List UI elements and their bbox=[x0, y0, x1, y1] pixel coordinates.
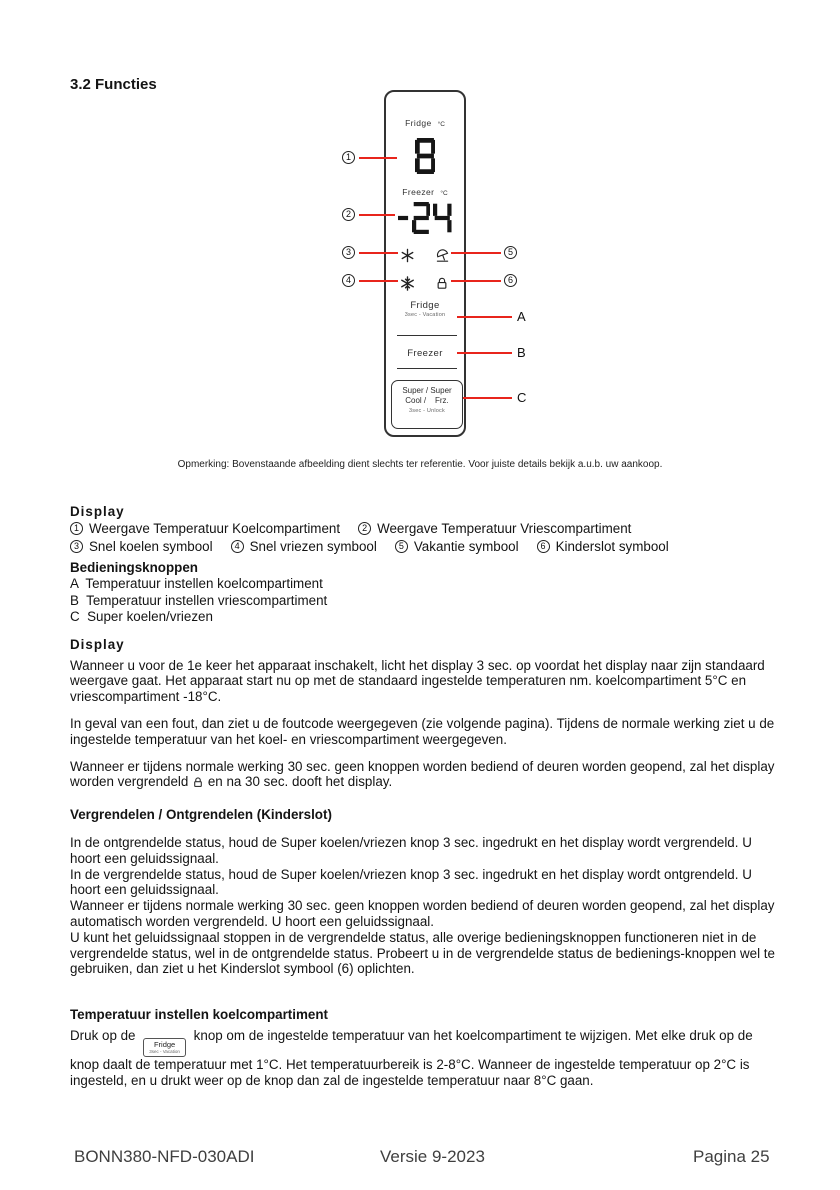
display-paragraph-1: Wanneer u voor de 1e keer het apparaat inschakelt, licht het display 3 sec. op voordat het display naar zijn standaard weergave gaat. Het apparaat start nu op met de standaard ingestelde temperaturen nm. koelcompartiment 5°C en vriescompartiment -18°C. bbox=[70, 657, 765, 705]
footer-model-number: BONN380-NFD-030ADI bbox=[74, 1147, 255, 1166]
fridge-button-sublabel: 3sec - Vacation bbox=[404, 312, 446, 318]
fridge-button bbox=[386, 300, 464, 318]
callout-line-3 bbox=[359, 252, 398, 254]
callout-6: 6 bbox=[504, 274, 517, 287]
legend-row-2 bbox=[70, 538, 780, 556]
fridge-unit-label: °C bbox=[437, 121, 445, 128]
callout-line-C bbox=[463, 397, 512, 399]
legend-text-4: Snel vriezen symbool bbox=[249, 538, 377, 554]
figure-caption: Opmerking: Bovenstaande afbeelding dient slechts ter referentie. Voor juiste details bekijk a.u.b. uw aankoop. bbox=[177, 459, 663, 470]
child-lock-icon bbox=[435, 276, 450, 291]
callout-3: 3 bbox=[342, 246, 355, 259]
lock-section-heading: Vergrendelen / Ontgrendelen (Kinderslot) bbox=[70, 807, 332, 823]
control-item-c: C Super koelen/vriezen bbox=[70, 609, 213, 625]
legend-row-1 bbox=[70, 520, 780, 538]
display-paragraph-3-before: Wanneer er tijdens normale werking 30 sec. geen knoppen worden bediend of deuren worden geopend, zal het display worden vergrendeld bbox=[70, 758, 775, 790]
callout-5: 5 bbox=[504, 246, 517, 259]
legend-text-6: Kinderslot symbool bbox=[555, 538, 669, 554]
lock-paragraph-1: In de ontgrendelde status, houd de Super koelen/vriezen knop 3 sec. ingedrukt en het display wordt vergrendeld. U hoort een geluidssignaal. bbox=[70, 834, 752, 866]
legend-item bbox=[395, 539, 519, 555]
button-divider bbox=[397, 335, 457, 336]
callout-line-B bbox=[457, 352, 512, 354]
callout-line-6 bbox=[451, 280, 501, 282]
super-freeze-icon bbox=[400, 276, 415, 291]
callout-2: 2 bbox=[342, 208, 355, 221]
footer-page-number: Pagina 25 bbox=[693, 1147, 770, 1166]
body-text bbox=[70, 504, 780, 1089]
indicator-row-1 bbox=[386, 248, 464, 263]
callout-1: 1 bbox=[342, 151, 355, 164]
temp-paragraph-after: knop om de ingestelde temperatuur van het koelcompartiment te wijzigen. Met elke druk op de knop daalt de temperatuur met 1°C. Het temperatuurbereik is 2-8°C. Wanneer de ingestelde temperatuur op 2°C is ingesteld, en u drukt weer op de knop dan zal de ingestelde temperatuur naar 8°C gaan. bbox=[70, 1027, 753, 1088]
temp-paragraph-before: Druk op de bbox=[70, 1027, 136, 1043]
section-title: 3.2 Functies bbox=[70, 76, 157, 93]
super-button-line1: Super / Super bbox=[402, 386, 452, 395]
legend-num-1: 1 bbox=[70, 522, 83, 535]
callout-C: C bbox=[517, 390, 527, 405]
display-paragraph-2: In geval van een fout, dan ziet u de foutcode weergegeven (zie volgende pagina). Tijdens de normale werking ziet u de ingestelde temperatuur van het koel- en vriescompartiment weergegeven. bbox=[70, 715, 775, 747]
freezer-button-label: Freezer bbox=[407, 348, 443, 359]
legend-item bbox=[70, 539, 213, 555]
fridge-display-header bbox=[386, 118, 464, 128]
button-divider bbox=[397, 368, 457, 369]
lock-paragraph-3: Wanneer er tijdens normale werking 30 sec. geen knoppen worden bediend of deuren worden geopend, zal het display automatisch worden vergrendeld. U hoort een geluidssignaal. bbox=[70, 898, 775, 929]
freezer-temperature-display bbox=[386, 202, 464, 234]
legend-text-5: Vakantie symbool bbox=[413, 538, 519, 554]
control-item-a: A Temperatuur instellen koelcompartiment bbox=[70, 576, 323, 592]
legend-num-2: 2 bbox=[358, 522, 371, 535]
legend-num-3: 3 bbox=[70, 540, 83, 553]
display-legend-heading: Display bbox=[70, 504, 125, 519]
freezer-display-header bbox=[386, 187, 464, 197]
legend-item bbox=[537, 539, 669, 555]
lock-paragraph-2: In de vergrendelde status, houd de Super koelen/vriezen knop 3 sec. ingedrukt en het display wordt ontgrendeld. U hoort een geluidssignaal. bbox=[70, 866, 752, 898]
temp-paragraph bbox=[70, 1028, 780, 1089]
legend-item bbox=[358, 521, 631, 537]
indicator-row-2 bbox=[386, 276, 464, 291]
callout-4: 4 bbox=[342, 274, 355, 287]
super-button-sublabel: 3sec - Unlock bbox=[409, 408, 445, 414]
fridge-button-inline bbox=[143, 1038, 186, 1057]
legend-num-4: 4 bbox=[231, 540, 244, 553]
callout-line-5 bbox=[451, 252, 501, 254]
control-item-b: B Temperatuur instellen vriescompartiment bbox=[70, 592, 328, 608]
callout-line-4 bbox=[359, 280, 398, 282]
display-section-heading: Display bbox=[70, 636, 125, 652]
fridge-button-inline-label: Fridge bbox=[153, 1039, 176, 1049]
controls-heading: Bedieningsknoppen bbox=[70, 559, 198, 575]
fridge-button-inline-sublabel: 3sec - Vacation bbox=[149, 1048, 180, 1054]
fridge-temperature-display bbox=[386, 138, 464, 174]
legend-text-3: Snel koelen symbool bbox=[89, 538, 213, 554]
super-cool-freeze-button bbox=[391, 380, 463, 429]
legend-text-1: Weergave Temperatuur Koelcompartiment bbox=[89, 520, 341, 536]
callout-line-A bbox=[457, 316, 512, 318]
temp-section-heading: Temperatuur instellen koelcompartiment bbox=[70, 1007, 328, 1023]
super-button-line2: Cool / Frz. bbox=[405, 395, 449, 405]
fridge-label: Fridge bbox=[405, 118, 432, 128]
legend-num-6: 6 bbox=[537, 540, 550, 553]
legend-num-5: 5 bbox=[395, 540, 408, 553]
control-panel-diagram bbox=[384, 90, 466, 437]
freezer-label: Freezer bbox=[402, 187, 435, 197]
vacation-icon bbox=[435, 248, 450, 263]
freezer-unit-label: °C bbox=[440, 190, 448, 197]
lock-paragraph-4: U kunt het geluidssignaal stoppen in de vergrendelde status, alle overige bedieningsknoppen functioneren niet in de vergrendelde status, wel in de ontgrendelde status. Probeert u in de vergrendelde status de bedienings-knoppen wel te gebruiken, dan ziet u het Kinderslot symbool (6) oplichten. bbox=[70, 929, 775, 977]
display-paragraph-3-after: en na 30 sec. dooft het display. bbox=[207, 774, 393, 790]
legend-item bbox=[70, 521, 340, 537]
callout-line-2 bbox=[359, 214, 395, 216]
freezer-button bbox=[386, 348, 464, 359]
callout-line-1 bbox=[359, 157, 397, 159]
legend-item bbox=[231, 539, 377, 555]
callout-A: A bbox=[517, 309, 526, 324]
callout-B: B bbox=[517, 345, 526, 360]
display-paragraph-3 bbox=[70, 759, 780, 791]
super-cool-icon bbox=[400, 248, 415, 263]
footer-version: Versie 9-2023 bbox=[380, 1147, 485, 1166]
legend-text-2: Weergave Temperatuur Vriescompartiment bbox=[377, 520, 632, 536]
lock-icon bbox=[192, 774, 208, 789]
fridge-button-label: Fridge bbox=[410, 300, 440, 311]
